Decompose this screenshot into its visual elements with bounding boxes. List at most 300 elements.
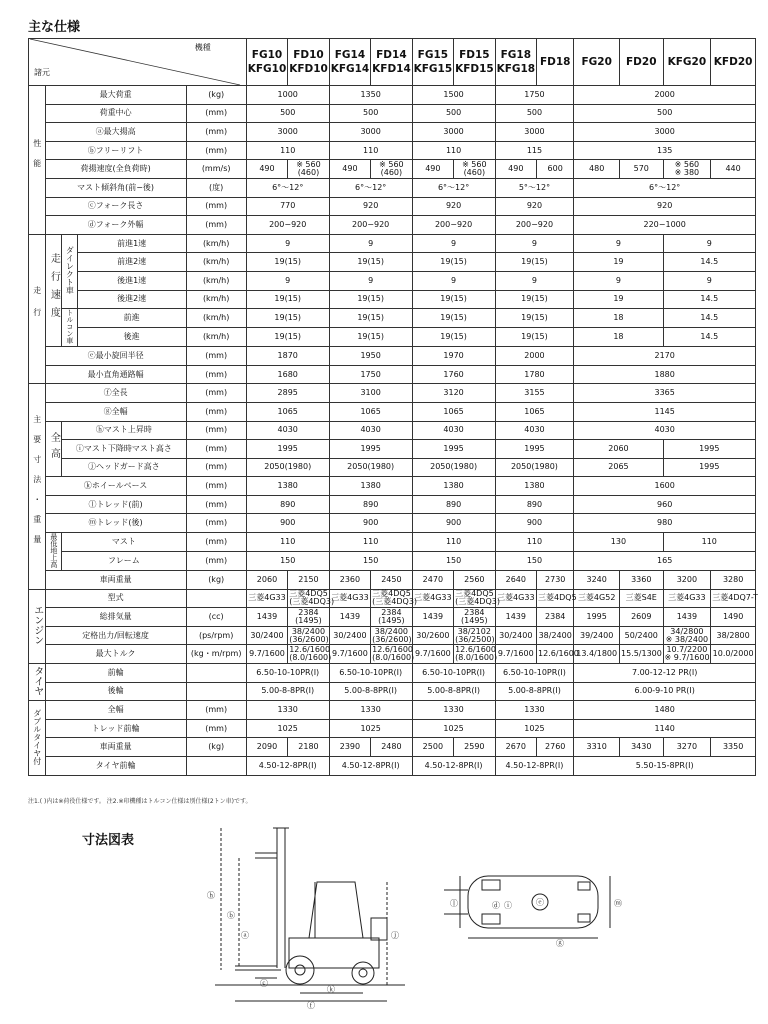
cell: 19(15)	[412, 328, 495, 347]
category-travel	[29, 234, 46, 384]
cell: 三菱4G33	[495, 589, 536, 608]
model-header: FD10 KFD10	[288, 39, 329, 86]
row-unit: (km/h)	[186, 234, 246, 253]
cell: 1025	[246, 719, 329, 738]
cell: 2500	[412, 738, 453, 757]
table-row	[29, 104, 756, 123]
cell: 900	[412, 514, 495, 533]
cell: 1500	[412, 86, 495, 105]
cell: 3280	[711, 571, 756, 590]
dim-label-a: ⓐ	[241, 931, 249, 940]
row-unit: (mm)	[186, 104, 246, 123]
cell: 1380	[495, 477, 574, 496]
row-label: 後進	[77, 328, 186, 347]
cell: 2150	[288, 571, 329, 590]
cell: 19(15)	[495, 309, 574, 328]
cell: 2450	[371, 571, 412, 590]
table-row	[29, 440, 756, 459]
cell: 115	[495, 141, 574, 160]
category-label: 最低地上高	[49, 533, 58, 569]
dim-label-i: ⓘ	[504, 901, 512, 910]
cell: 1065	[412, 402, 495, 421]
cell: 2590	[454, 738, 495, 757]
cell: 2000	[574, 86, 756, 105]
table-row	[29, 160, 756, 179]
cell: 三菱4G33	[663, 589, 711, 608]
cell: 5.50-15-8PR(I)	[574, 757, 756, 776]
cell: 19	[574, 253, 663, 272]
cell: 4030	[495, 421, 574, 440]
cell: 3310	[574, 738, 620, 757]
cell: 1065	[495, 402, 574, 421]
cell: 900	[495, 514, 574, 533]
row-label: 定格出力/回転速度	[45, 626, 186, 645]
row-unit: (cc)	[186, 608, 246, 627]
cell: 2895	[246, 384, 329, 403]
cell: 150	[246, 552, 329, 571]
cell: 1380	[246, 477, 329, 496]
row-label: 型式	[45, 589, 186, 608]
cell: 2060	[574, 440, 663, 459]
row-label: 後輪	[45, 682, 186, 701]
table-row	[29, 552, 756, 571]
row-unit	[186, 682, 246, 701]
table-row	[29, 253, 756, 272]
category-label: エンジン	[31, 605, 43, 646]
cell: 三菱S4E	[619, 589, 663, 608]
cell: 3000	[574, 123, 756, 142]
category-tire	[29, 664, 46, 701]
cell: 1490	[711, 608, 756, 627]
cell: 三菱4G33	[412, 589, 453, 608]
category-label: タイヤ	[31, 666, 43, 697]
table-row	[29, 365, 756, 384]
cell: 3000	[329, 123, 412, 142]
dim-label-f: ⓕ	[307, 1001, 315, 1010]
cell: 3200	[663, 571, 711, 590]
cell: 2170	[574, 347, 756, 366]
cell: 12.6/1600	[537, 645, 574, 664]
dim-label-c: ⓒ	[260, 979, 268, 988]
category-height	[45, 421, 62, 477]
cell: 1880	[574, 365, 756, 384]
corner-cell	[29, 39, 247, 86]
cell: 9	[412, 271, 495, 290]
cell: 38/2400	[537, 626, 574, 645]
cell: 1330	[412, 701, 495, 720]
cell: 920	[495, 197, 574, 216]
table-row	[29, 571, 756, 590]
row-unit: (mm)	[186, 216, 246, 235]
table-row	[29, 719, 756, 738]
row-label: ⓓフォーク外幅	[45, 216, 186, 235]
cell: 1025	[412, 719, 495, 738]
dim-label-l: ⓛ	[450, 899, 458, 908]
cell: 9	[663, 234, 755, 253]
row-unit: (mm)	[186, 123, 246, 142]
cell: 5.00-8-8PR(I)	[412, 682, 495, 701]
cell: 150	[412, 552, 495, 571]
row-unit: (mm)	[186, 495, 246, 514]
cell: 19	[574, 290, 663, 309]
cell: 30/2400	[329, 626, 370, 645]
cell: 19(15)	[412, 290, 495, 309]
row-unit: (度)	[186, 178, 246, 197]
category-label: ダブルタイヤ付	[32, 708, 42, 765]
cell: 1350	[329, 86, 412, 105]
cell: 9	[329, 234, 412, 253]
cell: 三菱4DQ7-T	[711, 589, 756, 608]
row-unit: (mm/s)	[186, 160, 246, 179]
cell: 2360	[329, 571, 370, 590]
cell: 4030	[412, 421, 495, 440]
cell-note: ※ 560	[674, 160, 700, 170]
cell: 9.7/1600	[495, 645, 536, 664]
cell: 110	[412, 533, 495, 552]
cell: 1000	[246, 86, 329, 105]
row-label: ⓖ全幅	[45, 402, 186, 421]
spec-table	[28, 38, 756, 776]
cell: 440	[711, 160, 756, 179]
cell: 2470	[412, 571, 453, 590]
cell: 3000	[412, 123, 495, 142]
table-row	[29, 645, 756, 664]
cell: 3100	[329, 384, 412, 403]
footnote: 注1.( )内は※荷役仕様です。 注2.※印機種はトルコン仕様は別仕様(2トン車)です。	[28, 798, 252, 805]
cell: 2384 (1495)	[454, 608, 495, 627]
cell: 490	[412, 160, 453, 179]
cell: 19(15)	[329, 253, 412, 272]
model-header: FD18	[537, 39, 574, 86]
cell: 19(15)	[412, 309, 495, 328]
page-title: 主な仕様	[28, 20, 81, 35]
cell: 1065	[246, 402, 329, 421]
table-row	[29, 738, 756, 757]
table-row	[29, 141, 756, 160]
cell: 三菱4DQ5 (三菱4DQ3)	[372, 589, 418, 607]
row-unit: (km/h)	[186, 271, 246, 290]
row-unit: (km/h)	[186, 328, 246, 347]
cell: 9	[329, 271, 412, 290]
cell: 1439	[412, 608, 453, 627]
cell: 三菱4G33	[246, 589, 287, 608]
cell: 1680	[246, 365, 329, 384]
cell: 1480	[574, 701, 756, 720]
cell: 2050(1980)	[495, 458, 574, 477]
cell: 1330	[246, 701, 329, 720]
cell: 2000	[495, 347, 574, 366]
cell: 6°〜12°	[246, 178, 329, 197]
cell: 200−920	[329, 216, 412, 235]
cell: 110	[495, 533, 574, 552]
cell: 7.00-12-12 PR(I)	[574, 664, 756, 683]
row-unit: (mm)	[186, 719, 246, 738]
row-unit: (km/h)	[186, 309, 246, 328]
cell: 19(15)	[495, 253, 574, 272]
cell: 1950	[329, 347, 412, 366]
row-label: 後進1速	[77, 271, 186, 290]
table-row	[29, 757, 756, 776]
cell: 220−1000	[574, 216, 756, 235]
cell: 6°〜12°	[412, 178, 495, 197]
cell: 110	[246, 533, 329, 552]
cell: 1995	[495, 440, 574, 459]
row-unit: (mm)	[186, 477, 246, 496]
cell: 135	[574, 141, 756, 160]
cell: 4030	[246, 421, 329, 440]
category-label: ダイレクト車	[65, 246, 75, 295]
category-label: 主要寸法・重量	[32, 415, 42, 556]
row-label: ⓚホイールベース	[45, 477, 186, 496]
cell: 1380	[329, 477, 412, 496]
cell: 900	[329, 514, 412, 533]
row-unit: (mm)	[186, 197, 246, 216]
cell: 3430	[619, 738, 663, 757]
table-row	[29, 123, 756, 142]
cell: 900	[246, 514, 329, 533]
cell: 1995	[246, 440, 329, 459]
cell: 500	[412, 104, 495, 123]
cell: 1439	[329, 608, 370, 627]
cell: 1750	[329, 365, 412, 384]
category-label: 走行速度	[48, 253, 60, 326]
cell: 9	[495, 271, 574, 290]
cell-value: (460)	[380, 168, 403, 178]
cell: 30/2400	[495, 626, 536, 645]
cell: 1025	[495, 719, 574, 738]
cell: 600	[537, 160, 574, 179]
cell: 920	[574, 197, 756, 216]
cell	[371, 160, 412, 179]
row-unit	[186, 589, 246, 608]
cell: 2050(1980)	[412, 458, 495, 477]
cell-note: ※ 560	[379, 160, 404, 170]
cell: 三菱4DQ5	[537, 589, 574, 608]
forklift-side-diagram	[205, 818, 415, 1008]
model-header: FG15 KFG15	[412, 39, 453, 86]
cell: 1995	[663, 440, 755, 459]
row-label: 前進2速	[77, 253, 186, 272]
forklift-top-diagram	[438, 868, 628, 948]
model-header: FG18 KFG18	[495, 39, 536, 86]
model-header: KFG20	[663, 39, 711, 86]
cell: 19(15)	[329, 290, 412, 309]
cell: 150	[329, 552, 412, 571]
category-direct	[62, 234, 78, 308]
cell: 4030	[574, 421, 756, 440]
cell: 4.50-12-8PR(I)	[329, 757, 412, 776]
row-unit: (mm)	[186, 440, 246, 459]
cell: 30/2400	[246, 626, 287, 645]
cell: 2480	[371, 738, 412, 757]
cell: 9	[663, 271, 755, 290]
cell: 3270	[663, 738, 711, 757]
cell: 38/2102 (36/2500)	[455, 626, 495, 644]
table-row	[29, 458, 756, 477]
cell: 2060	[246, 571, 287, 590]
cell: 890	[246, 495, 329, 514]
dim-label-e: ⓔ	[536, 898, 544, 907]
cell: 4.50-12-8PR(I)	[412, 757, 495, 776]
cell: 490	[246, 160, 287, 179]
table-row	[29, 682, 756, 701]
cell: 9.7/1600	[412, 645, 453, 664]
model-header: FD20	[619, 39, 663, 86]
cell: 15.5/1300	[619, 645, 663, 664]
cell: 3350	[711, 738, 756, 757]
cell: 6.50-10-10PR(I)	[495, 664, 574, 683]
dim-label-g: ⓖ	[556, 939, 564, 948]
cell	[454, 160, 495, 179]
row-unit: (mm)	[186, 533, 246, 552]
cell: 2384 (1495)	[288, 608, 329, 627]
spec-label: 諸元	[34, 68, 50, 78]
cell: 2390	[329, 738, 370, 757]
cell: 9	[412, 234, 495, 253]
model-header: FD14 KFD14	[371, 39, 412, 86]
cell: 9	[246, 271, 329, 290]
cell: 200−920	[412, 216, 495, 235]
row-unit	[186, 664, 246, 683]
model-header: KFD20	[711, 39, 756, 86]
row-label: ⓗマスト上昇時	[62, 421, 186, 440]
row-unit: (kg)	[186, 86, 246, 105]
cell: 3000	[495, 123, 574, 142]
cell: 500	[246, 104, 329, 123]
row-unit: (mm)	[186, 421, 246, 440]
cell: 2065	[574, 458, 663, 477]
cell: 14.5	[663, 253, 755, 272]
cell: 14.5	[663, 290, 755, 309]
cell: 6.50-10-10PR(I)	[246, 664, 329, 683]
cell: 200−920	[495, 216, 574, 235]
category-ground	[45, 533, 62, 571]
model-header: FG20	[574, 39, 620, 86]
cell: 38/2800	[711, 626, 756, 645]
table-row	[29, 216, 756, 235]
cell: 500	[495, 104, 574, 123]
cell: 2050(1980)	[329, 458, 412, 477]
cell: 4.50-12-8PR(I)	[246, 757, 329, 776]
table-row	[29, 328, 756, 347]
cell: 19(15)	[495, 290, 574, 309]
cell: 1439	[246, 608, 287, 627]
row-label: マスト	[62, 533, 186, 552]
cell: 4.50-12-8PR(I)	[495, 757, 574, 776]
cell: 5°〜12°	[495, 178, 574, 197]
cell: 110	[663, 533, 755, 552]
cell: 10.0/2000	[711, 645, 756, 664]
cell-note: ※ 560	[296, 160, 321, 170]
row-label: 最小直角通路幅	[45, 365, 186, 384]
cell: 13.4/1800	[574, 645, 620, 664]
cell: 19(15)	[329, 309, 412, 328]
table-row	[29, 86, 756, 105]
cell: 110	[246, 141, 329, 160]
diagram-title: 寸法図表	[82, 833, 135, 848]
dim-label-b: ⓑ	[227, 911, 235, 920]
cell: 2670	[495, 738, 536, 757]
dim-label-m: ⓜ	[614, 899, 622, 908]
category-label: 性能	[32, 138, 42, 179]
cell: 2050(1980)	[246, 458, 329, 477]
cell: 6°〜12°	[574, 178, 756, 197]
cell: 19(15)	[246, 328, 329, 347]
cell: 1439	[663, 608, 711, 627]
row-unit: (mm)	[186, 402, 246, 421]
cell: 1995	[574, 608, 620, 627]
row-unit: (ps/rpm)	[186, 626, 246, 645]
cell: 3365	[574, 384, 756, 403]
cell: 10.7/2200 ※ 9.7/1600	[664, 645, 710, 663]
row-label: マスト傾斜角(前−後)	[45, 178, 186, 197]
row-label: ⓘマスト下降時マスト高さ	[62, 440, 186, 459]
cell: 490	[495, 160, 536, 179]
dim-label-j: ⓙ	[391, 931, 399, 940]
cell: 1995	[663, 458, 755, 477]
cell: 5.00-8-8PR(I)	[246, 682, 329, 701]
table-row	[29, 384, 756, 403]
cell: 490	[329, 160, 370, 179]
category-travel-speed	[45, 234, 62, 346]
cell: 6.50-10-10PR(I)	[329, 664, 412, 683]
cell: 19(15)	[495, 328, 574, 347]
cell: 9.7/1600	[329, 645, 370, 664]
cell: 1780	[495, 365, 574, 384]
row-label: 前輪	[45, 664, 186, 683]
cell-note: ※ 380	[674, 168, 700, 178]
row-unit: (mm)	[186, 514, 246, 533]
cell: 1145	[574, 402, 756, 421]
cell: 1439	[495, 608, 536, 627]
cell: 1140	[574, 719, 756, 738]
cell: 三菱4DQ5 (三菱4DQ3)	[289, 589, 335, 607]
cell-value: (460)	[463, 168, 486, 178]
cell: 9	[574, 271, 663, 290]
cell: 19(15)	[329, 328, 412, 347]
cell: 2560	[454, 571, 495, 590]
cell: 920	[412, 197, 495, 216]
row-label: ⓛトレッド(前)	[45, 495, 186, 514]
cell: 110	[329, 533, 412, 552]
row-unit: (km/h)	[186, 253, 246, 272]
cell: 1750	[495, 86, 574, 105]
cell: 6.00-9-10 PR(I)	[574, 682, 756, 701]
cell: 2090	[246, 738, 287, 757]
cell: 2640	[495, 571, 536, 590]
row-label: トレッド前輪	[45, 719, 186, 738]
cell: 2384	[537, 608, 574, 627]
cell: 6°〜12°	[329, 178, 412, 197]
cell: 19(15)	[246, 290, 329, 309]
dim-label-h: ⓗ	[207, 891, 215, 900]
model-label: 機種	[194, 43, 211, 52]
cell: 130	[574, 533, 663, 552]
cell: 1065	[329, 402, 412, 421]
table-row	[29, 701, 756, 720]
cell: 3360	[619, 571, 663, 590]
cell: 9.7/1600	[246, 645, 287, 664]
category-torcon	[62, 309, 78, 347]
table-row	[29, 495, 756, 514]
table-row	[29, 197, 756, 216]
row-unit: (mm)	[186, 552, 246, 571]
cell: 4030	[329, 421, 412, 440]
row-label: ⓕ全長	[45, 384, 186, 403]
cell: 110	[329, 141, 412, 160]
cell: 三菱4G52	[574, 589, 620, 608]
row-label: 前進	[77, 309, 186, 328]
